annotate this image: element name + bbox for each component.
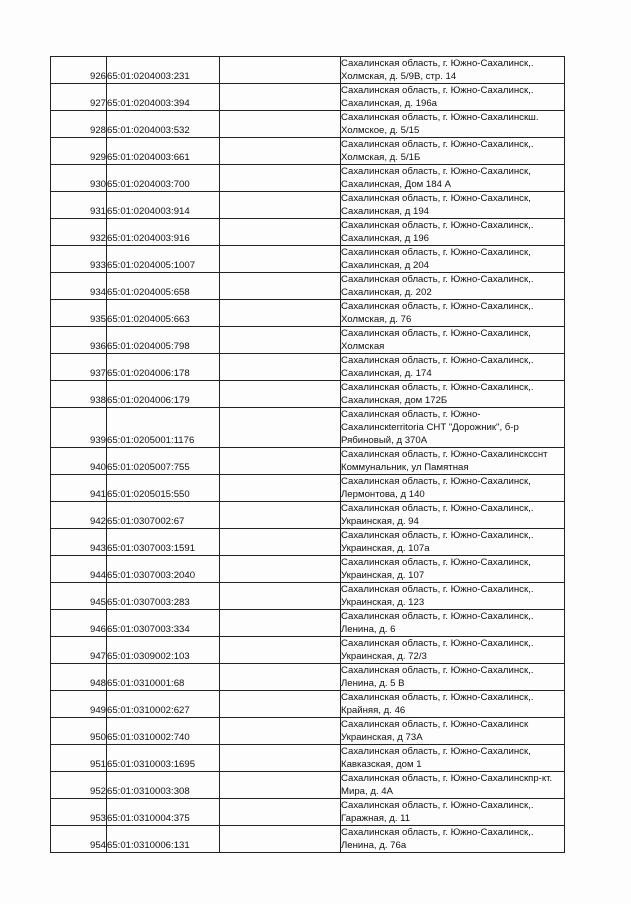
address-cell (341, 475, 565, 502)
address-cell (341, 327, 565, 354)
cadastral-number: 65:01:0204006:179 (107, 381, 220, 408)
cadastral-number: 65:01:0310004:375 (107, 799, 220, 826)
address-line: Ленина, д. 5 В (341, 678, 405, 689)
empty-cell (220, 718, 341, 745)
table-row (51, 664, 565, 691)
address-cell (341, 637, 565, 664)
address-line: Кавказская, дом 1 (341, 759, 422, 770)
address-line: Сахалинская область, г. Южно-Сахалинск,. (341, 638, 534, 649)
address-line: Сахалинскterritoria СНТ "Дорожник", б-р (341, 422, 519, 433)
address-line: Крайняя, д. 46 (341, 705, 406, 716)
address-cell (341, 111, 565, 138)
empty-cell (220, 138, 341, 165)
table-row (51, 772, 565, 799)
row-number: 934 (51, 273, 107, 300)
address-line: Сахалинская область, г. Южно-Сахалинск,. (341, 611, 534, 622)
address-line: Холмская, д. 5/9В, стр. 14 (341, 71, 457, 82)
row-number: 938 (51, 381, 107, 408)
table-row (51, 583, 565, 610)
row-number: 936 (51, 327, 107, 354)
empty-cell (220, 556, 341, 583)
address-cell (341, 246, 565, 273)
table-row (51, 610, 565, 637)
table-row (51, 556, 565, 583)
address-line: Холмская, д. 76 (341, 314, 412, 325)
table-row (51, 138, 565, 165)
row-number: 940 (51, 448, 107, 475)
row-number: 931 (51, 192, 107, 219)
cadastral-number: 65:01:0307003:2040 (107, 556, 220, 583)
address-line: Коммунальник, ул Памятная (341, 462, 469, 473)
empty-cell (220, 354, 341, 381)
address-cell (341, 192, 565, 219)
table-row (51, 408, 565, 448)
address-line: Лермонтова, д 140 (341, 489, 425, 500)
address-cell (341, 826, 565, 853)
empty-cell (220, 691, 341, 718)
cadastral-number: 65:01:0310003:308 (107, 772, 220, 799)
table-row (51, 381, 565, 408)
address-line: Сахалинская область, г. Южно-Сахалинск,. (341, 530, 534, 541)
empty-cell (220, 111, 341, 138)
cadastral-number: 65:01:0204005:663 (107, 300, 220, 327)
cadastral-number: 65:01:0204003:532 (107, 111, 220, 138)
empty-cell (220, 273, 341, 300)
table-row (51, 691, 565, 718)
empty-cell (220, 448, 341, 475)
address-line: Украинская, д. 123 (341, 597, 425, 608)
address-line: Сахалинская область, г. Южно-Сахалинск,. (341, 827, 534, 838)
address-line: Сахалинская область, г. Южно-Сахалинск,. (341, 800, 534, 811)
address-line: Сахалинская, Дом 184 А (341, 179, 451, 190)
empty-cell (220, 165, 341, 192)
address-cell (341, 219, 565, 246)
empty-cell (220, 583, 341, 610)
address-line: Сахалинская, д. 202 (341, 287, 432, 298)
table-row (51, 111, 565, 138)
cadastral-number: 65:01:0307003:1591 (107, 529, 220, 556)
address-line: Сахалинская, д 194 (341, 206, 429, 217)
address-line: Гаражная, д. 11 (341, 813, 411, 824)
empty-cell (220, 57, 341, 84)
cadastral-number: 65:01:0310002:740 (107, 718, 220, 745)
address-line: Рябиновый, д 370А (341, 435, 428, 446)
address-line: Сахалинская область, г. Южно-Сахалинск,. (341, 584, 534, 595)
empty-cell (220, 772, 341, 799)
row-number: 927 (51, 84, 107, 111)
table-row (51, 219, 565, 246)
table-row (51, 502, 565, 529)
row-number: 935 (51, 300, 107, 327)
table-row (51, 637, 565, 664)
table-row (51, 192, 565, 219)
address-line: Сахалинская область, г. Южно-Сахалинск, (341, 193, 531, 204)
address-cell (341, 354, 565, 381)
cadastral-number: 65:01:0204003:394 (107, 84, 220, 111)
table-row (51, 475, 565, 502)
address-line: Украинская, д 73А (341, 732, 423, 743)
empty-cell (220, 219, 341, 246)
address-cell (341, 502, 565, 529)
address-cell (341, 691, 565, 718)
empty-cell (220, 475, 341, 502)
address-cell (341, 448, 565, 475)
empty-cell (220, 637, 341, 664)
address-line: Сахалинская область, г. Южно- (341, 409, 481, 420)
address-line: Сахалинская, дом 172Б (341, 395, 448, 406)
empty-cell (220, 300, 341, 327)
address-cell (341, 664, 565, 691)
row-number: 945 (51, 583, 107, 610)
row-number: 941 (51, 475, 107, 502)
address-line: Сахалинская область, г. Южно-Сахалинск,. (341, 665, 534, 676)
empty-cell (220, 327, 341, 354)
table-row (51, 529, 565, 556)
row-number: 937 (51, 354, 107, 381)
address-line: Сахалинская область, г. Южно-Сахалинск,. (341, 692, 534, 703)
address-line: Сахалинская, д. 174 (341, 368, 432, 379)
table-row (51, 57, 565, 84)
address-cell (341, 408, 565, 448)
address-line: Украинская, д. 107а (341, 543, 430, 554)
address-cell (341, 273, 565, 300)
cadastral-number: 65:01:0204003:700 (107, 165, 220, 192)
row-number: 944 (51, 556, 107, 583)
address-cell (341, 583, 565, 610)
address-line: Сахалинская область, г. Южно-Сахалинск,. (341, 220, 534, 231)
address-line: Сахалинская область, г. Южно-Сахалинск, (341, 166, 531, 177)
address-line: Мира, д. 4А (341, 786, 394, 797)
address-line: Сахалинская область, г. Южно-Сахалинск, (341, 746, 531, 757)
table-row (51, 354, 565, 381)
cadastral-number: 65:01:0204006:178 (107, 354, 220, 381)
row-number: 950 (51, 718, 107, 745)
empty-cell (220, 529, 341, 556)
row-number: 930 (51, 165, 107, 192)
cadastral-number: 65:01:0309002:103 (107, 637, 220, 664)
cadastral-number: 65:01:0205007:755 (107, 448, 220, 475)
address-line: Холмская, д. 5/1Б (341, 152, 421, 163)
address-line: Холмская (341, 341, 385, 352)
cadastral-number: 65:01:0204005:1007 (107, 246, 220, 273)
address-line: Сахалинская область, г. Южно-Сахалинскпр-кт. (341, 773, 553, 784)
row-number: 947 (51, 637, 107, 664)
address-line: Сахалинская область, г. Южно-Сахалинск, (341, 476, 531, 487)
row-number: 954 (51, 826, 107, 853)
cadastral-number: 65:01:0204003:661 (107, 138, 220, 165)
cadastral-number: 65:01:0204003:916 (107, 219, 220, 246)
row-number: 943 (51, 529, 107, 556)
address-cell (341, 799, 565, 826)
cadastral-number: 65:01:0310002:627 (107, 691, 220, 718)
empty-cell (220, 502, 341, 529)
address-line: Сахалинская область, г. Южно-Сахалинск (341, 719, 529, 730)
address-line: Сахалинская область, г. Южно-Сахалинск, (341, 247, 531, 258)
address-cell (341, 84, 565, 111)
cadastral-number: 65:01:0310006:131 (107, 826, 220, 853)
address-line: Сахалинская область, г. Южно-Сахалинск,. (341, 355, 534, 366)
table-row (51, 448, 565, 475)
address-line: Сахалинская, д. 196а (341, 98, 437, 109)
address-cell (341, 772, 565, 799)
address-cell (341, 381, 565, 408)
row-number: 929 (51, 138, 107, 165)
cadastral-number: 65:01:0205001:1176 (107, 408, 220, 448)
address-line: Сахалинская область, г. Южно-Сахалинскш. (341, 112, 539, 123)
table-body (51, 57, 565, 853)
cadastral-number: 65:01:0204003:914 (107, 192, 220, 219)
address-line: Сахалинская область, г. Южно-Сахалинск,. (341, 274, 534, 285)
table-row (51, 745, 565, 772)
empty-cell (220, 799, 341, 826)
address-line: Сахалинская область, г. Южно-Сахалинск,. (341, 139, 534, 150)
cadastral-number: 65:01:0307003:283 (107, 583, 220, 610)
address-cell (341, 300, 565, 327)
address-line: Сахалинская область, г. Южно-Сахалинск,. (341, 382, 534, 393)
table-row (51, 84, 565, 111)
address-cell (341, 610, 565, 637)
row-number: 932 (51, 219, 107, 246)
address-line: Ленина, д. 76а (341, 840, 407, 851)
address-line: Сахалинская область, г. Южно-Сахалинск, (341, 328, 531, 339)
address-line: Сахалинская область, г. Южно-Сахалинск,. (341, 503, 534, 514)
table-row (51, 799, 565, 826)
table-row (51, 273, 565, 300)
property-register-table (50, 56, 565, 853)
address-line: Ленина, д. 6 (341, 624, 396, 635)
table-row (51, 246, 565, 273)
address-line: Сахалинская область, г. Южно-Сахалинск,. (341, 58, 534, 69)
empty-cell (220, 745, 341, 772)
address-line: Украинская, д. 94 (341, 516, 419, 527)
cadastral-number: 65:01:0205015:550 (107, 475, 220, 502)
row-number: 949 (51, 691, 107, 718)
empty-cell (220, 192, 341, 219)
cadastral-number: 65:01:0204005:658 (107, 273, 220, 300)
row-number: 953 (51, 799, 107, 826)
row-number: 928 (51, 111, 107, 138)
address-line: Сахалинская область, г. Южно-Сахалинск, (341, 557, 531, 568)
row-number: 946 (51, 610, 107, 637)
row-number: 926 (51, 57, 107, 84)
table-row (51, 165, 565, 192)
address-cell (341, 745, 565, 772)
empty-cell (220, 381, 341, 408)
address-line: Сахалинская, д 196 (341, 233, 429, 244)
table-row (51, 718, 565, 745)
row-number: 951 (51, 745, 107, 772)
cadastral-number: 65:01:0204003:231 (107, 57, 220, 84)
cadastral-number: 65:01:0204005:798 (107, 327, 220, 354)
address-line: Сахалинская область, г. Южно-Сахалинск,. (341, 301, 534, 312)
cadastral-number: 65:01:0310001:68 (107, 664, 220, 691)
row-number: 933 (51, 246, 107, 273)
row-number: 948 (51, 664, 107, 691)
address-cell (341, 718, 565, 745)
address-cell (341, 165, 565, 192)
address-cell (341, 556, 565, 583)
address-cell (341, 138, 565, 165)
address-line: Сахалинская область, г. Южно-Сахалинск,. (341, 85, 534, 96)
address-line: Сахалинская область, г. Южно-Сахалинсксснт (341, 449, 548, 460)
empty-cell (220, 84, 341, 111)
address-line: Украинская, д. 107 (341, 570, 425, 581)
address-line: Украинская, д. 72/3 (341, 651, 427, 662)
address-line: Холмское, д. 5/15 (341, 125, 420, 136)
empty-cell (220, 826, 341, 853)
table-row (51, 826, 565, 853)
address-cell (341, 529, 565, 556)
row-number: 939 (51, 408, 107, 448)
table-row (51, 327, 565, 354)
address-line: Сахалинская, д 204 (341, 260, 429, 271)
address-cell (341, 57, 565, 84)
empty-cell (220, 664, 341, 691)
row-number: 942 (51, 502, 107, 529)
empty-cell (220, 610, 341, 637)
empty-cell (220, 408, 341, 448)
table-row (51, 300, 565, 327)
cadastral-number: 65:01:0310003:1695 (107, 745, 220, 772)
cadastral-number: 65:01:0307003:334 (107, 610, 220, 637)
empty-cell (220, 246, 341, 273)
row-number: 952 (51, 772, 107, 799)
cadastral-number: 65:01:0307002:67 (107, 502, 220, 529)
